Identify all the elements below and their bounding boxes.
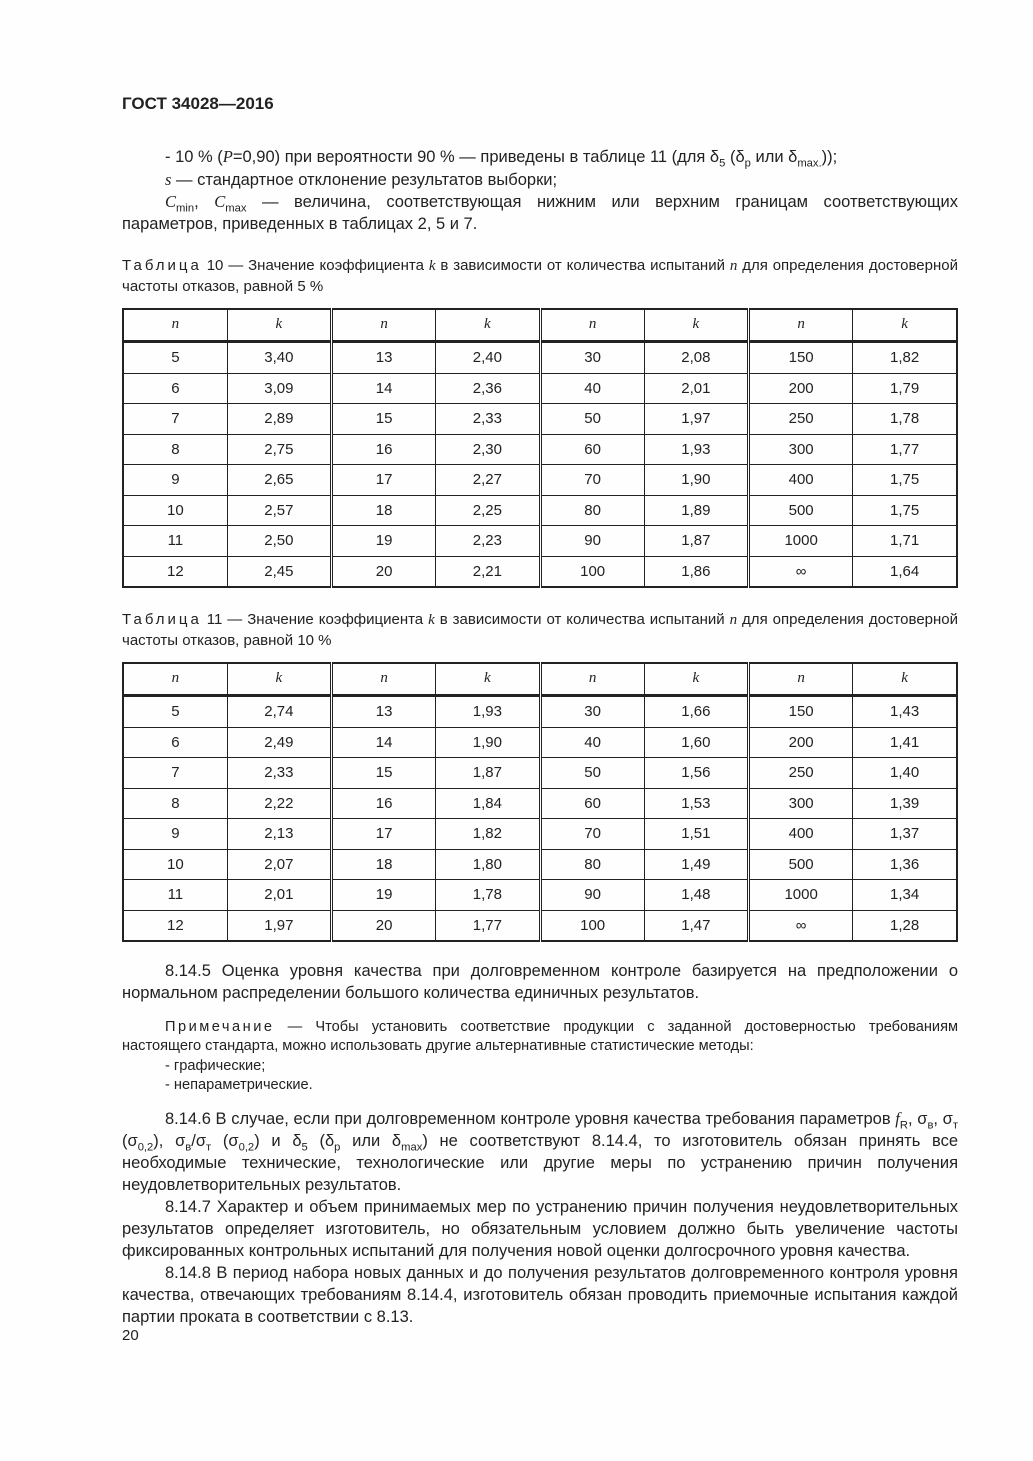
table-cell: 2,01 — [644, 373, 748, 404]
table-cell: 19 — [332, 526, 436, 557]
table-cell: 1,48 — [644, 880, 748, 911]
column-header: n — [123, 309, 227, 342]
table-cell: 1,90 — [644, 465, 748, 496]
column-header: n — [540, 309, 644, 342]
table-cell: 13 — [332, 342, 436, 374]
table-row — [123, 819, 957, 850]
table-cell: 9 — [123, 819, 227, 850]
table-cell: 500 — [749, 849, 853, 880]
table-row — [123, 373, 957, 404]
table-cell: 1,40 — [853, 758, 957, 789]
table-cell: 1,60 — [644, 727, 748, 758]
table-cell: 60 — [540, 434, 644, 465]
table-cell: 2,33 — [436, 404, 540, 435]
column-header: k — [436, 309, 540, 342]
table-cell: 1,82 — [853, 342, 957, 374]
table-row — [123, 434, 957, 465]
note-list — [122, 1057, 958, 1096]
table-cell: 1000 — [749, 880, 853, 911]
table-cell: 1,93 — [436, 696, 540, 728]
table-cell: 2,45 — [227, 556, 331, 587]
table-cell: 2,33 — [227, 758, 331, 789]
table-row — [123, 495, 957, 526]
table-cell: 1,87 — [644, 526, 748, 557]
table-cell: 2,01 — [227, 880, 331, 911]
table-cell: 2,50 — [227, 526, 331, 557]
table-cell: 1,97 — [644, 404, 748, 435]
note-list-item-nonparametric: - непараметрические. — [165, 1076, 313, 1093]
table-cell: 1,56 — [644, 758, 748, 789]
table-cell: 2,40 — [436, 342, 540, 374]
table-cell: 18 — [332, 849, 436, 880]
table-cell: 6 — [123, 373, 227, 404]
table-cell: 2,36 — [436, 373, 540, 404]
table10-caption: Таблица 10 — Значение коэффициента k в зависимости от количества испытаний n для определения достоверной частоты отказов, равной 5 % — [122, 257, 958, 295]
table-cell: 1,36 — [853, 849, 957, 880]
page-number: 20 — [122, 1327, 139, 1344]
column-header: n — [749, 663, 853, 696]
table-cell: 1,86 — [644, 556, 748, 587]
table-cell: 16 — [332, 434, 436, 465]
table-cell: 2,07 — [227, 849, 331, 880]
column-header: n — [123, 663, 227, 696]
paragraph-delta10-definition: - 10 % (P=0,90) при вероятности 90 % — приведены в таблице 11 (для $\delta_5$ ($\delta_р$ или $\delta_{max.}$)); — [165, 146, 838, 169]
column-header: n — [540, 663, 644, 696]
table-cell: 30 — [540, 342, 644, 374]
table-cell: 2,23 — [436, 526, 540, 557]
table-cell: 2,30 — [436, 434, 540, 465]
table-row — [123, 465, 957, 496]
table-cell: 8 — [123, 434, 227, 465]
table-cell: 1,47 — [644, 910, 748, 941]
table-cell: 80 — [540, 495, 644, 526]
paragraph-cmin-cmax-definition: $C_{min}$, $C_{max}$ — величина, соответствующая нижним или верхним границам соответствующих параметров, приведенных в таблицах 2, 5 и 7. — [122, 192, 959, 234]
column-header: k — [853, 663, 957, 696]
paragraph-8-14-8: 8.14.8 В период набора новых данных и до получения результатов долговременного контроля уровня качества, отвечающих требованиям 8.14.4, изготовитель обязан проводить приемочные испытания каждой партии проката в соответствии с 8.13. — [122, 1263, 958, 1326]
table-cell: 400 — [749, 819, 853, 850]
table-row — [123, 758, 957, 789]
table-cell: 2,75 — [227, 434, 331, 465]
table-cell: 3,40 — [227, 342, 331, 374]
table-11 — [122, 662, 958, 942]
table-cell: 19 — [332, 880, 436, 911]
table-cell: 60 — [540, 788, 644, 819]
page-header: ГОСТ 34028—2016 — [122, 94, 274, 113]
table-cell: 5 — [123, 342, 227, 374]
table-row — [123, 880, 957, 911]
table-cell: 20 — [332, 556, 436, 587]
table-cell: 400 — [749, 465, 853, 496]
table-header-row — [123, 309, 957, 342]
table-cell: 300 — [749, 434, 853, 465]
table-cell: 1,79 — [853, 373, 957, 404]
table-cell: 200 — [749, 727, 853, 758]
paragraph-8-14-7: 8.14.7 Характер и объем принимаемых мер по устранению причин получения неудовлетворительных результатов определяет изготовитель, но обязательным условием должно быть увеличение частоты фиксированных контрольных испытаний для получения новой оценки долгосрочного уровня качества. — [122, 1197, 958, 1260]
table-row — [123, 556, 957, 587]
table-cell: 1,82 — [436, 819, 540, 850]
table-cell: 9 — [123, 465, 227, 496]
note-list-item-graphic: - графические; — [165, 1057, 266, 1074]
table-cell: 2,27 — [436, 465, 540, 496]
table-cell: 1,90 — [436, 727, 540, 758]
table-cell: 3,09 — [227, 373, 331, 404]
table-cell: 70 — [540, 465, 644, 496]
table-cell: 2,74 — [227, 696, 331, 728]
table-cell: 8 — [123, 788, 227, 819]
table-cell: 2,22 — [227, 788, 331, 819]
table-cell: 11 — [123, 526, 227, 557]
table-cell: 1,43 — [853, 696, 957, 728]
table-cell: 7 — [123, 758, 227, 789]
table-cell: 14 — [332, 727, 436, 758]
table-cell: 5 — [123, 696, 227, 728]
column-header: n — [332, 309, 436, 342]
table-cell: 1,51 — [644, 819, 748, 850]
table-cell: 14 — [332, 373, 436, 404]
paragraph-8-14-5: 8.14.5 Оценка уровня качества при долговременном контроле базируется на предположении о нормальном распределении большого количества единичных результатов. — [122, 962, 958, 1003]
paragraph-8-14-6: 8.14.6 В случае, если при долговременном контроле уровня качества требования параметров $f_R$, $\sigma_в$, $\sigma_т$ $(\sigma_{0,2})$, $\sigma_в/\sigma_т$ $(\sigma_{0,2})$ и $\delta_5$ ($\delta_р$ или $\delta_{max}$) не соответствуют 8.14.4, то изготовитель обязан принять все необходимые технические, технологические или другие меры по устранению причин получения неудовлетворительных результатов. — [122, 1109, 959, 1195]
table-cell: 70 — [540, 819, 644, 850]
table-cell: 1,53 — [644, 788, 748, 819]
table-cell: 1,75 — [853, 495, 957, 526]
table-cell: 2,25 — [436, 495, 540, 526]
table-cell: 1,78 — [853, 404, 957, 435]
table-row — [123, 910, 957, 941]
table-row — [123, 696, 957, 728]
table-cell: 250 — [749, 404, 853, 435]
table-cell: 1,71 — [853, 526, 957, 557]
table-cell: 1,37 — [853, 819, 957, 850]
table-cell: 1,75 — [853, 465, 957, 496]
column-header: k — [227, 309, 331, 342]
table-cell: 1,87 — [436, 758, 540, 789]
table-cell: 12 — [123, 910, 227, 941]
table-cell: 1,80 — [436, 849, 540, 880]
table-cell: 1,84 — [436, 788, 540, 819]
table-cell: 2,89 — [227, 404, 331, 435]
table-cell: 18 — [332, 495, 436, 526]
table-row — [123, 526, 957, 557]
table-cell: 80 — [540, 849, 644, 880]
table-cell: 1,77 — [436, 910, 540, 941]
table-cell: 90 — [540, 526, 644, 557]
table-cell: 1,78 — [436, 880, 540, 911]
table-cell: 1,97 — [227, 910, 331, 941]
column-header: k — [644, 663, 748, 696]
table-cell: 10 — [123, 495, 227, 526]
table-cell: 200 — [749, 373, 853, 404]
table-cell: 6 — [123, 727, 227, 758]
table-cell: 1,89 — [644, 495, 748, 526]
table-cell: 250 — [749, 758, 853, 789]
table-cell: 40 — [540, 373, 644, 404]
table11-caption: Таблица 11 — Значение коэффициента k в зависимости от количества испытаний n для определения достоверной частоты отказов, равной 10 % — [122, 611, 959, 649]
table-cell: 1,93 — [644, 434, 748, 465]
table-header-row — [123, 663, 957, 696]
table-cell: 2,21 — [436, 556, 540, 587]
column-header: k — [227, 663, 331, 696]
column-header: k — [436, 663, 540, 696]
table-cell: 90 — [540, 880, 644, 911]
table-cell: 12 — [123, 556, 227, 587]
table-row — [123, 727, 957, 758]
table-cell: 150 — [749, 342, 853, 374]
table-cell: 150 — [749, 696, 853, 728]
table-cell: 2,08 — [644, 342, 748, 374]
table-cell: 2,65 — [227, 465, 331, 496]
table-cell: 13 — [332, 696, 436, 728]
table-cell: 100 — [540, 556, 644, 587]
table-cell: 1,39 — [853, 788, 957, 819]
table-cell: 17 — [332, 465, 436, 496]
table-cell: 30 — [540, 696, 644, 728]
paragraph-s-definition: s — стандартное отклонение результатов выборки; — [165, 169, 558, 189]
table-cell: 2,13 — [227, 819, 331, 850]
table-cell: 1,66 — [644, 696, 748, 728]
column-header: k — [853, 309, 957, 342]
table-cell: 15 — [332, 758, 436, 789]
note-paragraph: Примечание — Чтобы установить соответствие продукции с заданной достоверностью требованиям настоящего стандарта, можно использовать другие альтернативные статистические методы: — [122, 1019, 958, 1055]
table-cell: 1,64 — [853, 556, 957, 587]
table-cell: ∞ — [749, 910, 853, 941]
table-cell: 1,28 — [853, 910, 957, 941]
table-row — [123, 404, 957, 435]
table-cell: 300 — [749, 788, 853, 819]
table-cell: 1000 — [749, 526, 853, 557]
note-block — [122, 1018, 958, 1095]
table-cell: 20 — [332, 910, 436, 941]
table-cell: 16 — [332, 788, 436, 819]
table-row — [123, 849, 957, 880]
table-cell: 50 — [540, 758, 644, 789]
table-cell: 17 — [332, 819, 436, 850]
table-cell: ∞ — [749, 556, 853, 587]
table-cell: 100 — [540, 910, 644, 941]
table-row — [123, 342, 957, 374]
table-cell: 1,49 — [644, 849, 748, 880]
table-cell: 1,77 — [853, 434, 957, 465]
table-cell: 40 — [540, 727, 644, 758]
table-cell: 11 — [123, 880, 227, 911]
definitions-block — [122, 146, 958, 237]
table-row — [123, 788, 957, 819]
table-cell: 15 — [332, 404, 436, 435]
table-cell: 1,41 — [853, 727, 957, 758]
table-10 — [122, 308, 958, 588]
column-header: n — [332, 663, 436, 696]
table-cell: 7 — [123, 404, 227, 435]
column-header: k — [644, 309, 748, 342]
table-cell: 10 — [123, 849, 227, 880]
table-cell: 50 — [540, 404, 644, 435]
table-cell: 1,34 — [853, 880, 957, 911]
table-cell: 2,49 — [227, 727, 331, 758]
column-header: n — [749, 309, 853, 342]
table-cell: 500 — [749, 495, 853, 526]
table-cell: 2,57 — [227, 495, 331, 526]
